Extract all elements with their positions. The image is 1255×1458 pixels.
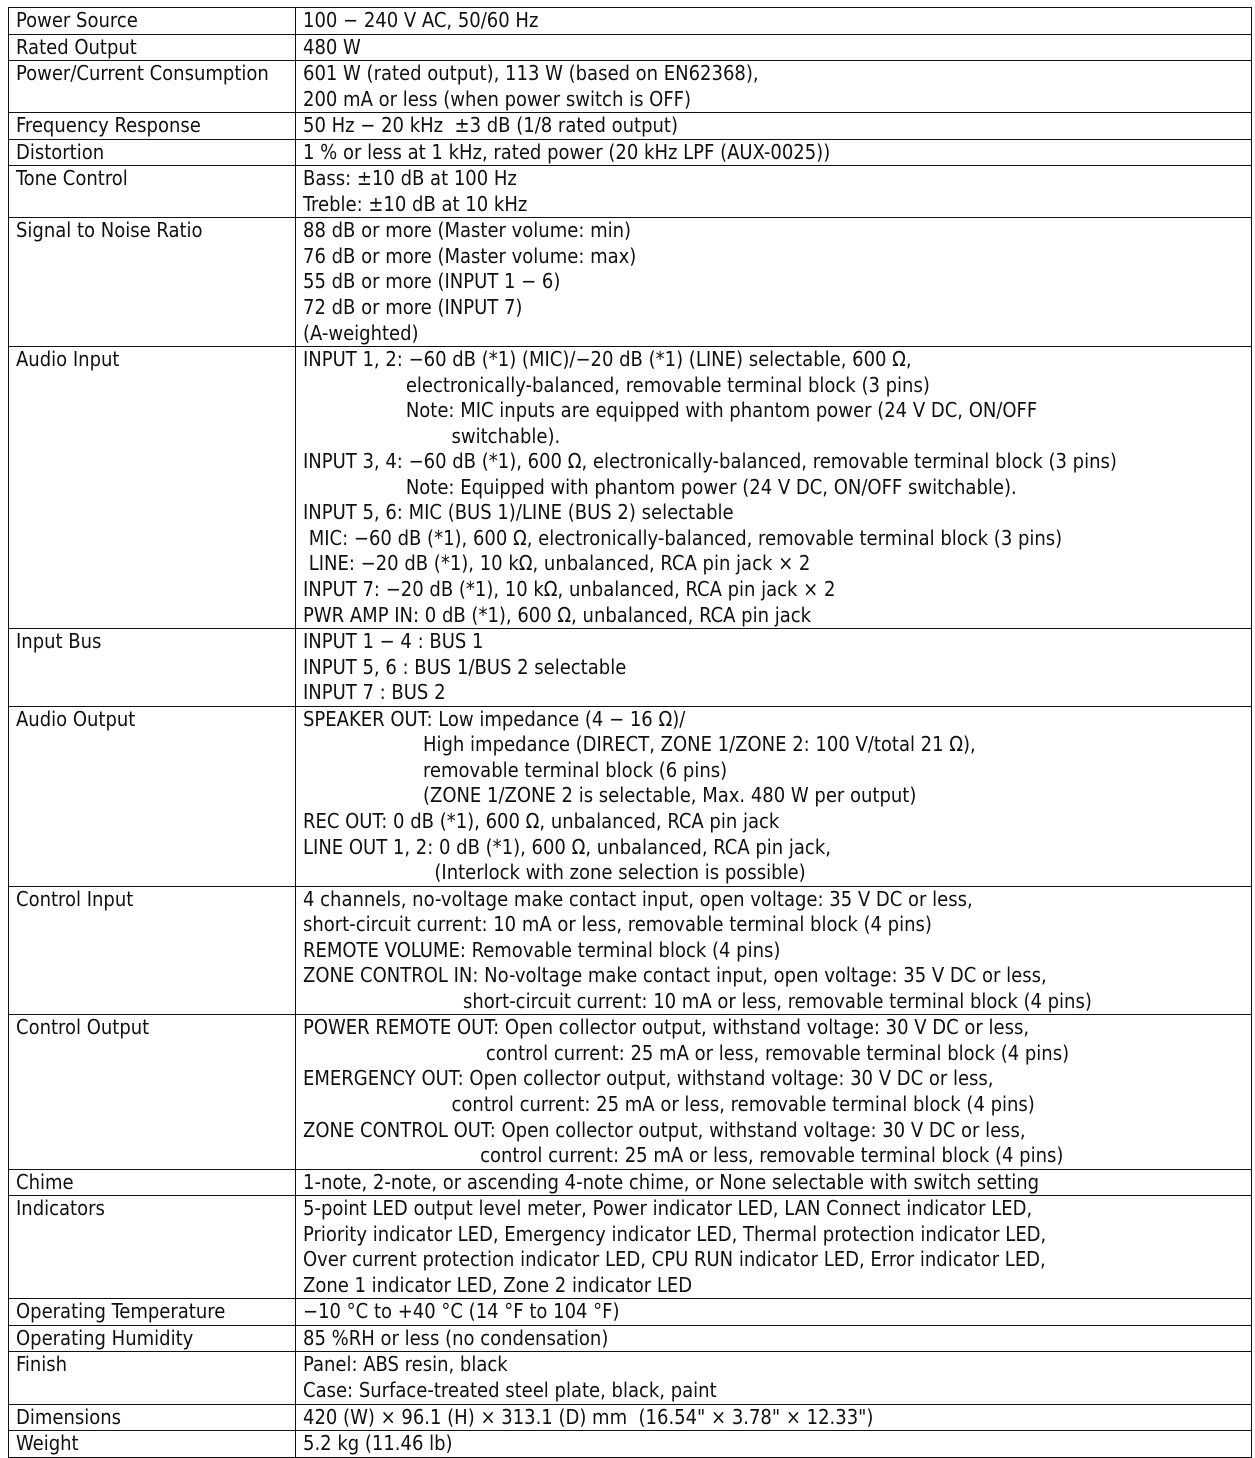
spec-value-line: 601 W (rated output), 113 W (based on EN62368), <box>303 61 759 86</box>
spec-value-line: 55 dB or more (INPUT 1 − 6) <box>303 269 561 294</box>
spec-value <box>296 166 1252 218</box>
spec-value-line: control current: 25 mA or less, removable terminal block (4 pins) <box>303 1143 1064 1168</box>
spec-label: Finish <box>9 1352 296 1404</box>
spec-value <box>296 1325 1252 1352</box>
spec-value <box>296 61 1252 113</box>
spec-value-line: INPUT 5, 6: MIC (BUS 1)/LINE (BUS 2) selectable <box>303 500 734 525</box>
spec-value <box>296 1299 1252 1326</box>
spec-row <box>9 61 1252 113</box>
spec-value-line: (ZONE 1/ZONE 2 is selectable, Max. 480 W per output) <box>303 783 917 808</box>
spec-value <box>296 1404 1252 1431</box>
spec-value-line: 88 dB or more (Master volume: min) <box>303 218 632 243</box>
spec-table <box>8 7 1252 1458</box>
spec-value-line: 72 dB or more (INPUT 7) <box>303 295 523 320</box>
spec-value <box>296 886 1252 1015</box>
spec-value-line: 50 Hz − 20 kHz ±3 dB (1/8 rated output) <box>303 113 678 138</box>
spec-value <box>296 706 1252 886</box>
spec-row <box>9 886 1252 1015</box>
spec-value-line: (A-weighted) <box>303 320 419 345</box>
spec-value-line: switchable). <box>303 423 561 448</box>
spec-value-line: 5-point LED output level meter, Power indicator LED, LAN Connect indicator LED, <box>303 1196 1033 1221</box>
spec-label: Operating Temperature <box>9 1299 296 1326</box>
spec-value-line: (Interlock with zone selection is possible) <box>303 860 806 885</box>
spec-value-line: 76 dB or more (Master volume: max) <box>303 243 637 268</box>
spec-value-line: electronically-balanced, removable terminal block (3 pins) <box>303 372 930 397</box>
spec-label: Weight <box>9 1431 296 1458</box>
spec-row <box>9 629 1252 707</box>
spec-value-line: 5.2 kg (11.46 lb) <box>303 1431 453 1456</box>
spec-value-line: Zone 1 indicator LED, Zone 2 indicator LED <box>303 1272 693 1297</box>
spec-label: Rated Output <box>9 34 296 61</box>
spec-value <box>296 8 1252 35</box>
spec-label: Control Output <box>9 1015 296 1169</box>
spec-row <box>9 1196 1252 1299</box>
spec-value-line: INPUT 5, 6 : BUS 1/BUS 2 selectable <box>303 654 627 679</box>
spec-value <box>296 34 1252 61</box>
spec-value-line: Treble: ±10 dB at 10 kHz <box>303 191 528 216</box>
spec-row <box>9 34 1252 61</box>
spec-row <box>9 1169 1252 1196</box>
spec-value-line: 420 (W) × 96.1 (H) × 313.1 (D) mm (16.54" × 3.78" × 12.33") <box>303 1404 874 1429</box>
spec-value-line: REC OUT: 0 dB (*1), 600 Ω, unbalanced, RCA pin jack <box>303 808 780 833</box>
spec-value-line: INPUT 3, 4: −60 dB (*1), 600 Ω, electronically-balanced, removable terminal block (3 pins) <box>303 449 1117 474</box>
spec-value-line: SPEAKER OUT: Low impedance (4 − 16 Ω)/ <box>303 706 686 731</box>
spec-row <box>9 347 1252 629</box>
spec-value-line: 200 mA or less (when power switch is OFF) <box>303 86 692 111</box>
spec-value-line: LINE: −20 dB (*1), 10 kΩ, unbalanced, RCA pin jack × 2 <box>303 551 811 576</box>
spec-value-line: −10 °C to +40 °C (14 °F to 104 °F) <box>303 1299 620 1324</box>
spec-value-line: INPUT 1, 2: −60 dB (*1) (MIC)/−20 dB (*1) (LINE) selectable, 600 Ω, <box>303 347 912 372</box>
spec-label: Power Source <box>9 8 296 35</box>
spec-value-line: Note: Equipped with phantom power (24 V DC, ON/OFF switchable). <box>303 474 1017 499</box>
spec-value-line: 4 channels, no-voltage make contact input, open voltage: 35 V DC or less, <box>303 886 973 911</box>
spec-value-line: INPUT 7: −20 dB (*1), 10 kΩ, unbalanced, RCA pin jack × 2 <box>303 577 836 602</box>
spec-value <box>296 1015 1252 1169</box>
spec-row <box>9 706 1252 886</box>
spec-label: Power/Current Consumption <box>9 61 296 113</box>
spec-value-line: ZONE CONTROL IN: No-voltage make contact input, open voltage: 35 V DC or less, <box>303 963 1047 988</box>
spec-value <box>296 113 1252 140</box>
spec-row <box>9 218 1252 347</box>
spec-value-line: LINE OUT 1, 2: 0 dB (*1), 600 Ω, unbalanced, RCA pin jack, <box>303 834 831 859</box>
spec-value <box>296 347 1252 629</box>
spec-value-line: 100 − 240 V AC, 50/60 Hz <box>303 8 539 32</box>
spec-value <box>296 1352 1252 1404</box>
spec-row <box>9 1352 1252 1404</box>
spec-label: Indicators <box>9 1196 296 1299</box>
spec-value-line: Priority indicator LED, Emergency indicator LED, Thermal protection indicator LED, <box>303 1221 1047 1246</box>
spec-value-line: Note: MIC inputs are equipped with phantom power (24 V DC, ON/OFF <box>303 398 1038 423</box>
spec-table-body <box>9 8 1252 1458</box>
spec-label: Audio Input <box>9 347 296 629</box>
spec-value-line: PWR AMP IN: 0 dB (*1), 600 Ω, unbalanced, RCA pin jack <box>303 602 812 627</box>
spec-value-line: MIC: −60 dB (*1), 600 Ω, electronically-balanced, removable terminal block (3 pins) <box>303 525 1063 550</box>
spec-value-line: ZONE CONTROL OUT: Open collector output, withstand voltage: 30 V DC or less, <box>303 1117 1026 1142</box>
spec-value-line: INPUT 1 − 4 : BUS 1 <box>303 629 484 654</box>
spec-row <box>9 1404 1252 1431</box>
spec-value-line: Case: Surface-treated steel plate, black, paint <box>303 1377 717 1402</box>
spec-value <box>296 1196 1252 1299</box>
spec-label: Audio Output <box>9 706 296 886</box>
spec-row <box>9 113 1252 140</box>
spec-value-line: short-circuit current: 10 mA or less, removable terminal block (4 pins) <box>303 988 1092 1013</box>
spec-value-line: EMERGENCY OUT: Open collector output, withstand voltage: 30 V DC or less, <box>303 1066 994 1091</box>
spec-value-line: control current: 25 mA or less, removable terminal block (4 pins) <box>303 1091 1035 1116</box>
spec-label: Frequency Response <box>9 113 296 140</box>
spec-value-line: INPUT 7 : BUS 2 <box>303 680 446 705</box>
spec-value-line: removable terminal block (6 pins) <box>303 757 728 782</box>
spec-label: Operating Humidity <box>9 1325 296 1352</box>
spec-value <box>296 629 1252 707</box>
spec-label: Distortion <box>9 139 296 166</box>
spec-value-line: POWER REMOTE OUT: Open collector output, withstand voltage: 30 V DC or less, <box>303 1015 1030 1040</box>
spec-label: Dimensions <box>9 1404 296 1431</box>
spec-value <box>296 139 1252 166</box>
spec-value-line: Over current protection indicator LED, CPU RUN indicator LED, Error indicator LED, <box>303 1247 1046 1272</box>
spec-row <box>9 1431 1252 1458</box>
spec-row <box>9 1015 1252 1169</box>
spec-value <box>296 1431 1252 1458</box>
spec-value-line: High impedance (DIRECT, ZONE 1/ZONE 2: 100 V/total 21 Ω), <box>303 732 976 757</box>
spec-value-line: 85 %RH or less (no condensation) <box>303 1325 609 1350</box>
spec-value-line: short-circuit current: 10 mA or less, removable terminal block (4 pins) <box>303 912 932 937</box>
spec-value-line: 1 % or less at 1 kHz, rated power (20 kHz LPF (AUX-0025)) <box>303 139 831 164</box>
spec-row <box>9 166 1252 218</box>
spec-row <box>9 1299 1252 1326</box>
spec-value-line: Bass: ±10 dB at 100 Hz <box>303 166 517 191</box>
spec-label: Input Bus <box>9 629 296 707</box>
spec-label: Signal to Noise Ratio <box>9 218 296 347</box>
spec-value-line: control current: 25 mA or less, removable terminal block (4 pins) <box>303 1040 1070 1065</box>
spec-row <box>9 8 1252 35</box>
spec-value <box>296 218 1252 347</box>
spec-label: Control Input <box>9 886 296 1015</box>
spec-value-line: 1-note, 2-note, or ascending 4-note chime, or None selectable with switch setting <box>303 1169 1040 1194</box>
spec-value-line: 480 W <box>303 34 361 59</box>
spec-value-line: Panel: ABS resin, black <box>303 1352 508 1377</box>
spec-row <box>9 1325 1252 1352</box>
spec-value-line: REMOTE VOLUME: Removable terminal block (4 pins) <box>303 937 781 962</box>
spec-label: Tone Control <box>9 166 296 218</box>
spec-row <box>9 139 1252 166</box>
spec-value <box>296 1169 1252 1196</box>
spec-label: Chime <box>9 1169 296 1196</box>
